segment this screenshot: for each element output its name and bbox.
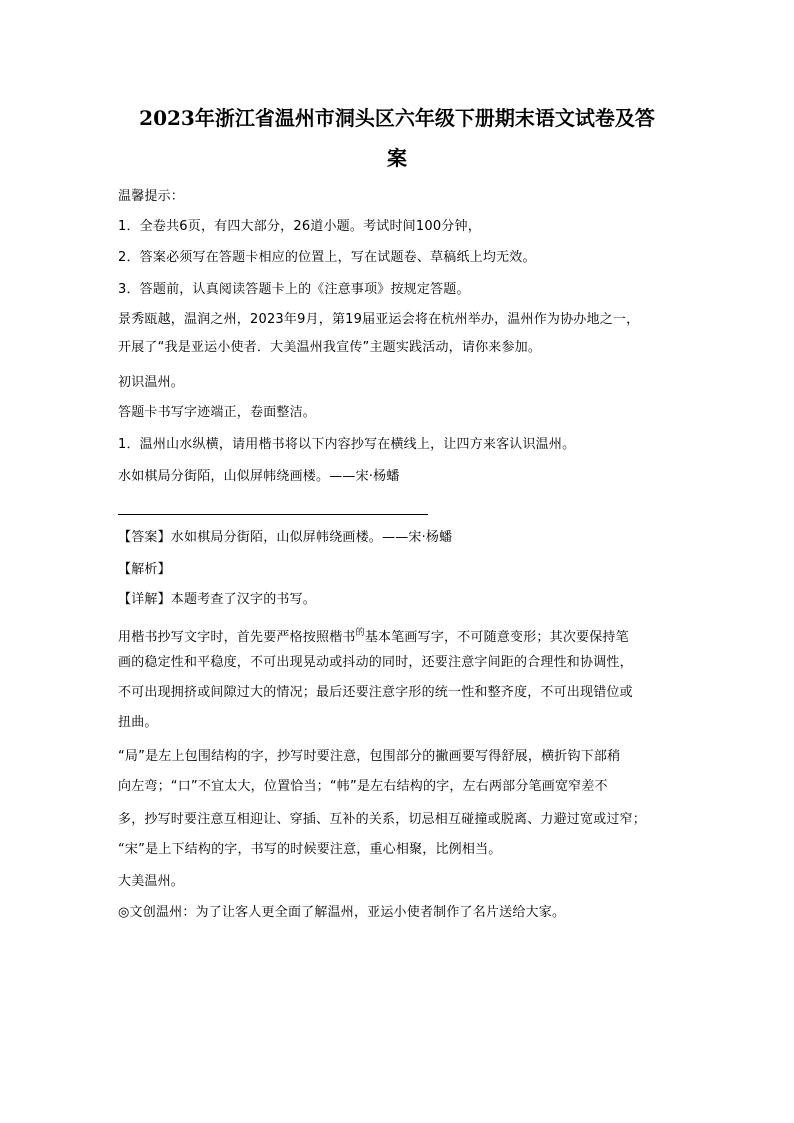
explanation-text: 用楷书抄写文字时，首先要严格按照楷书 [118,630,356,645]
explanation-line-8: “宋”是上下结构的字，书写的时候要注意，重心相聚，比例相当。 [118,842,502,857]
explanation-line-5: “局”是左上包围结构的字，抄写时要注意，包围部分的撇画要写得舒展，横折钩下部稍 [118,749,621,764]
section-heading-3: ◎文创温州：为了让客人更全面了解温州，亚运小使者制作了名片送给大家。 [118,905,566,920]
document-title-continued: 案 [387,146,407,170]
explanation-line-2: 画的稳定性和平稳度，不可出现晃动或抖动的同时，还要注意字间距的合理性和协调性， [118,655,633,670]
answer-blank-line [118,514,428,515]
instruction: 答题卡书写字迹端正，卷面整洁。 [118,405,317,420]
detail-label: 【详解】本题考查了汉字的书写。 [118,592,317,607]
explanation-text: 基本笔画写字，不可随意变形；其次要保持笔 [364,630,629,645]
document-title: 2023年浙江省温州市洞头区六年级下册期末语文试卷及答 [139,106,655,130]
section-heading-1: 初识温州。 [118,375,185,390]
intro-line-1: 景秀瓯越，温润之州，2023年9月，第19届亚运会将在杭州举办，温州作为协办地之一， [118,312,640,327]
tips-heading: 温馨提示： [118,189,185,204]
explanation-line-7: 多，抄写时要注意互相迎让、穿插、互补的关系，切忌相互碰撞或脱离、力避过宽或过窄； [118,812,647,827]
section-heading-2: 大美温州。 [118,874,185,889]
explanation-line-6: 向左弯；“口”不宜太大，位置恰当；“帏”是左右结构的字，左右两部分笔画宽窄差不 [118,779,608,794]
explanation-line-3: 不可出现拥挤或间隙过大的情况；最后还要注意字形的统一性和整齐度，不可出现错位或 [118,685,633,700]
question-1: 1．温州山水纵横，请用楷书将以下内容抄写在横线上，让四方来客认识温州。 [118,437,576,452]
tip-2: 2．答案必须写在答题卡相应的位置上，写在试题卷、草稿纸上均无效。 [118,250,536,265]
intro-line-2: 开展了“我是亚运小使者．大美温州我宣传”主题实践活动，请你来参加。 [118,340,542,355]
superscript-char: 的 [355,628,365,638]
explanation-line-4: 扭曲。 [118,715,158,730]
tip-3: 3．答题前，认真阅读答题卡上的《注意事项》按规定答题。 [118,282,470,297]
answer: 【答案】水如棋局分街陌，山似屏帏绕画楼。——宋·杨蟠 [118,530,453,545]
poem-line: 水如棋局分街陌，山似屏帏绕画楼。——宋·杨蟠 [118,469,400,484]
analysis-label: 【解析】 [118,562,171,577]
explanation-line-1 [118,625,629,646]
tip-1: 1．全卷共6页，有四大部分，26道小题。考试时间100分钟， [118,219,481,234]
